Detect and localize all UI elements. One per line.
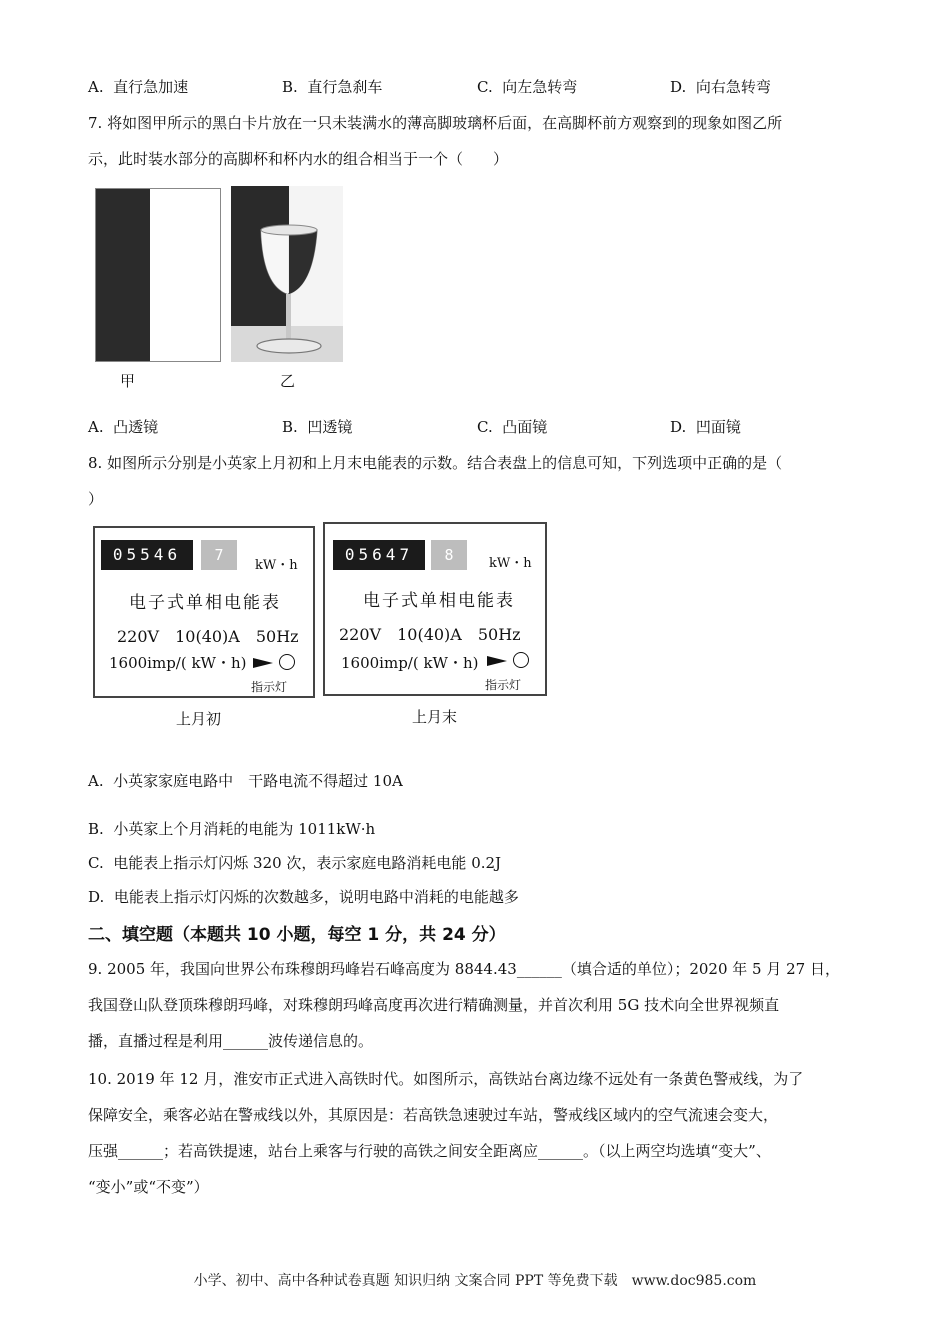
meter-spec: 220V 10(40)A 50Hz — [117, 627, 299, 646]
indicator-lamp-icon — [513, 652, 529, 668]
q9-line1: 9. 2005 年，我国向世界公布珠穆朗玛峰岩石峰高度为 8844.43______（填合适的单位）；2020 年 5 月 27 日， — [88, 960, 840, 978]
glass-figure-yi — [231, 186, 343, 362]
q7-option-d: D. 凹面镜 — [670, 418, 741, 436]
page-footer: 小学、初中、高中各种试卷真题 知识归纳 文案合同 PPT 等免费下载 www.doc985.com — [193, 1273, 757, 1289]
meter-lamp-label: 指示灯 — [251, 680, 288, 694]
meter-decimal: 8 — [431, 540, 467, 570]
q6-option-b: B. 直行急刹车 — [282, 78, 383, 96]
q6-option-a: A. 直行急加速 — [88, 78, 189, 96]
meter-reading: 05647 — [333, 540, 425, 570]
q7-option-a: A. 凸透镜 — [88, 418, 159, 436]
q8-stem-line2: ） — [88, 490, 104, 508]
figure-label-yi: 乙 — [280, 372, 296, 390]
q9-line2: 我国登山队登顶珠穆朗玛峰，对珠穆朗玛峰高度再次进行精确测量，并首次利用 5G 技术向全世界视频直 — [88, 996, 780, 1014]
meter-unit: kW・h — [255, 558, 298, 573]
q9-line3: 播，直播过程是利用______波传递信息的。 — [88, 1032, 374, 1050]
q10-line4: “变小”或“不变”） — [88, 1178, 209, 1196]
q8-option-d: D. 电能表上指示灯闪烁的次数越多，说明电路中消耗的电能越多 — [88, 888, 519, 906]
card-black-half — [96, 189, 150, 361]
meter-end-of-month — [323, 522, 547, 696]
meter-imp: 1600imp/( kW・h) — [109, 654, 247, 672]
q6-option-d: D. 向右急转弯 — [670, 78, 771, 96]
q8-option-c: C. 电能表上指示灯闪烁 320 次，表示家庭电路消耗电能 0.2J — [88, 854, 502, 872]
q7-stem-line2: 示，此时装水部分的高脚杯和杯内水的组合相当于一个（ ） — [88, 150, 509, 168]
meter-caption-end: 上月末 — [412, 708, 458, 726]
indicator-arrow-icon — [253, 658, 273, 668]
meter-reading: 05546 — [101, 540, 193, 570]
meter-start-of-month — [93, 526, 315, 698]
q10-line1: 10. 2019 年 12 月，淮安市正式进入高铁时代。如图所示，高铁站台离边缘不远处有一条黄色警戒线，为了 — [88, 1070, 804, 1088]
meter-lamp-label: 指示灯 — [485, 678, 522, 692]
meter-title: 电子式单相电能表 — [129, 593, 281, 613]
q10-line2: 保障安全，乘客必站在警戒线以外，其原因是：若高铁急速驶过车站，警戒线区域内的空气流速会变大， — [88, 1106, 779, 1124]
indicator-arrow-icon — [487, 656, 507, 666]
q6-option-c: C. 向左急转弯 — [477, 78, 578, 96]
meter-unit: kW・h — [489, 556, 532, 571]
q10-line3: 压强______；若高铁提速，站台上乘客与行驶的高铁之间安全距离应______。（以上两空均选填“变大”、 — [88, 1142, 771, 1160]
q8-stem-line1: 8. 如图所示分别是小英家上月初和上月末电能表的示数。结合表盘上的信息可知，下列选项中正确的是（ — [88, 454, 783, 472]
card-figure-jia — [95, 188, 221, 362]
q8-option-a: A. 小英家家庭电路中 干路电流不得超过 10A — [88, 772, 403, 790]
indicator-lamp-icon — [279, 654, 295, 670]
q8-option-b: B. 小英家上个月消耗的电能为 1011kW·h — [88, 820, 376, 838]
meter-title: 电子式单相电能表 — [363, 591, 515, 611]
meter-spec: 220V 10(40)A 50Hz — [339, 625, 521, 644]
q7-option-c: C. 凸面镜 — [477, 418, 548, 436]
q7-option-b: B. 凹透镜 — [282, 418, 353, 436]
meter-imp: 1600imp/( kW・h) — [341, 654, 479, 672]
figure-label-jia: 甲 — [120, 372, 136, 390]
section-heading-fill-in: 二、填空题（本题共 10 小题，每空 1 分，共 24 分） — [88, 925, 506, 945]
meter-caption-start: 上月初 — [176, 710, 222, 728]
q7-stem-line1: 7. 将如图甲所示的黑白卡片放在一只未装满水的薄高脚玻璃杯后面，在高脚杯前方观察到的现象如图乙所 — [88, 114, 783, 132]
meter-decimal: 7 — [201, 540, 237, 570]
